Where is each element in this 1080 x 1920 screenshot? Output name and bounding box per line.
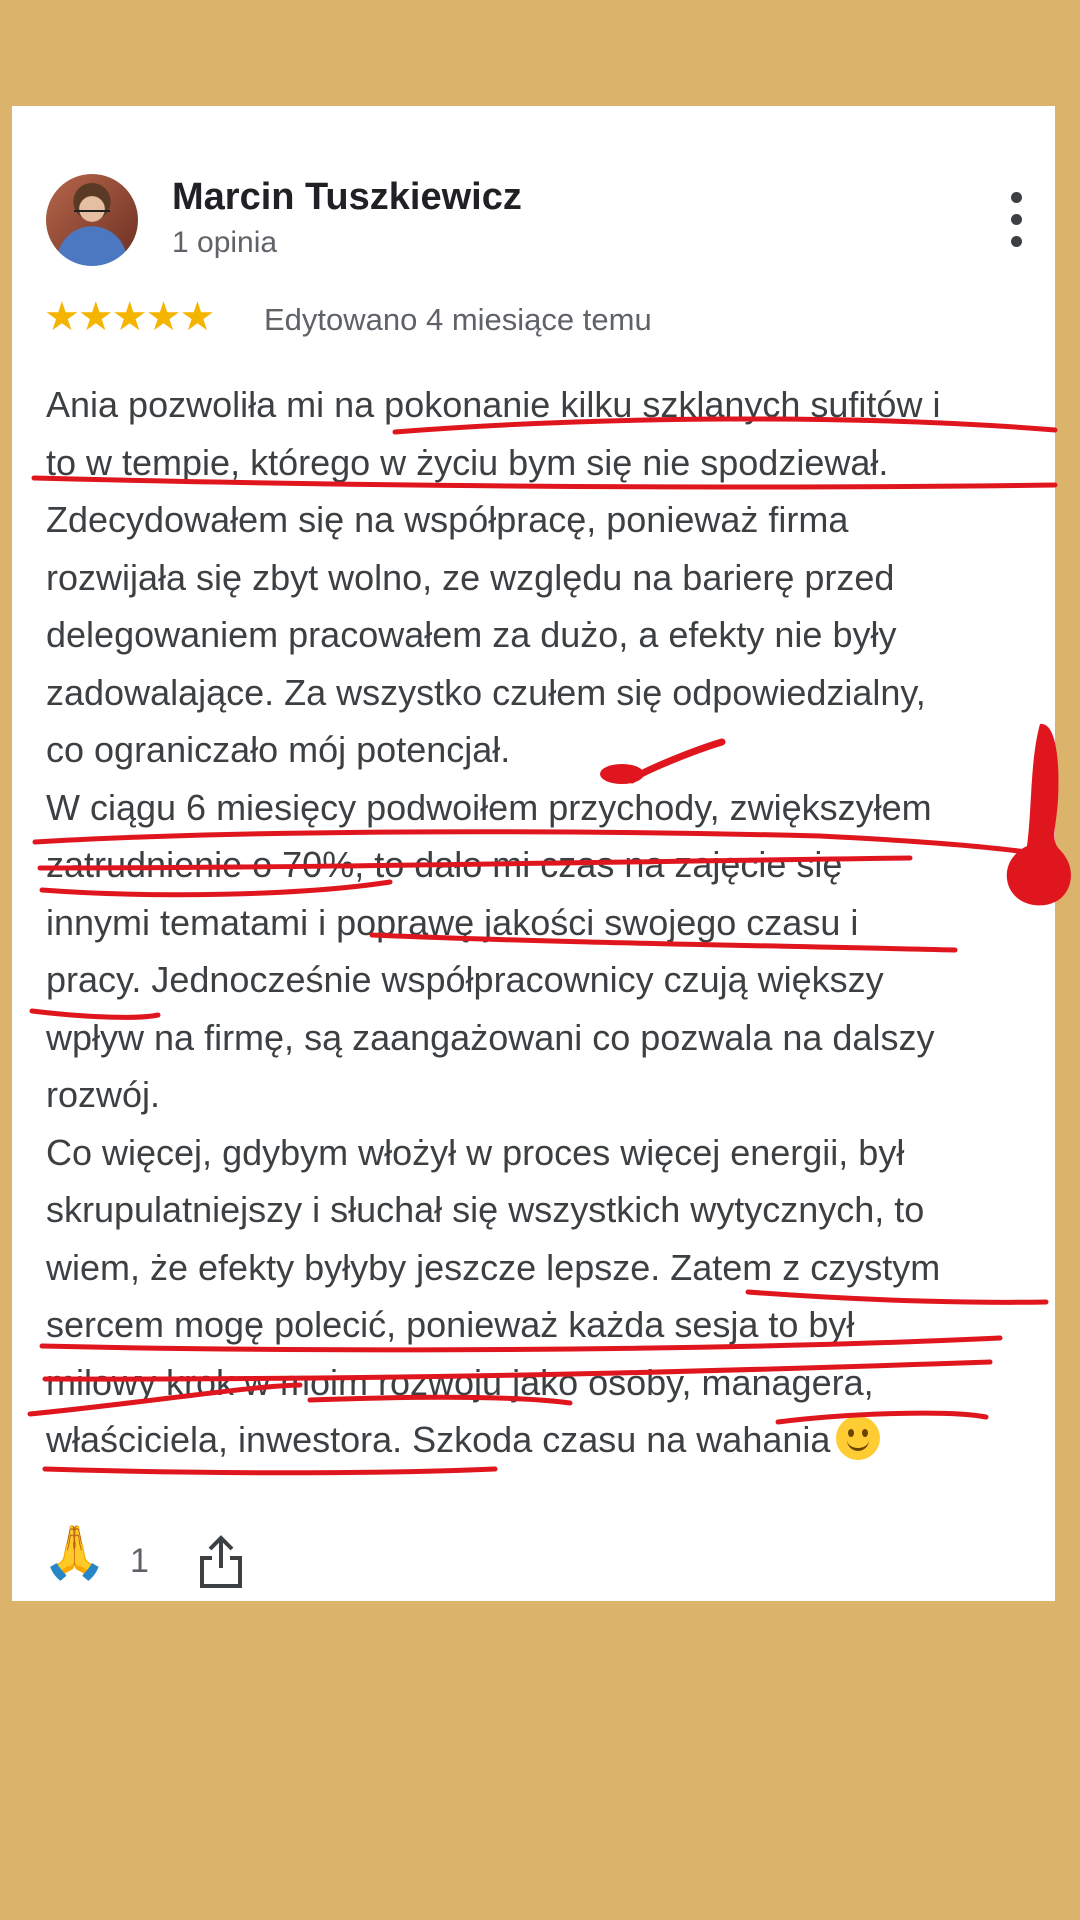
review-line: W ciągu 6 miesięcy podwoiłem przychody, zwiększyłem [46,786,932,828]
edited-timestamp: Edytowano 4 miesiące temu [264,302,652,337]
author-review-count: 1 opinia [172,226,278,259]
review-line: Co więcej, gdybym włożył w proces więcej energii, był [46,1131,905,1173]
review-line: Ania pozwoliła mi na pokonanie kilku szklanych sufitów i [46,384,941,425]
more-vertical-icon[interactable] [1002,192,1030,252]
review-line: pracy. Jednocześnie współpracownicy czują większy [46,959,884,1000]
review-line: co ograniczało mój potencjał. [46,729,511,770]
review-line: zadowalające. Za wszystko czułem się odpowiedzialny, [46,671,926,713]
review-text [46,376,1055,1469]
folded-hands-icon[interactable]: 🙏 [42,1524,107,1582]
avatar[interactable] [46,174,138,266]
review-line: zatrudnienie o 70%, to dało mi czas na zajęcie się [46,844,843,885]
review-line: wiem, że efekty byłyby jeszcze lepsze. Zatem z czystym [46,1246,941,1288]
slightly-smiling-face-icon [836,1416,880,1460]
review-line: innymi tematami i poprawę jakości swojego czasu i [46,901,859,943]
review-line: sercem mogę polecić, ponieważ każda sesja to był [46,1304,855,1345]
review-line: Zdecydowałem się na współpracę, ponieważ firma [46,499,849,540]
author-name[interactable]: Marcin Tuszkiewicz [172,176,522,218]
review-line-last [46,1411,1055,1469]
star-rating: ★★★★★ [44,295,214,339]
reaction-count: 1 [130,1542,149,1580]
review-card [12,106,1055,1601]
review-line-text: właściciela, inwestora. Szkoda czasu na wahania [46,1419,831,1460]
review-line: rozwijała się zbyt wolno, ze względu na barierę przed [46,556,895,598]
review-line: rozwój. [46,1074,161,1115]
share-icon[interactable] [198,1534,244,1590]
review-line: skrupulatniejszy i słuchał się wszystkich wytycznych, to [46,1189,925,1230]
review-line: delegowaniem pracowałem za dużo, a efekty nie były [46,614,897,655]
review-line: to w tempie, którego w życiu bym się nie spodziewał. [46,441,889,483]
review-line: milowy krok w moim rozwoju jako osoby, managera, [46,1361,874,1403]
review-line: wpływ na firmę, są zaangażowani co pozwala na dalszy [46,1016,935,1058]
